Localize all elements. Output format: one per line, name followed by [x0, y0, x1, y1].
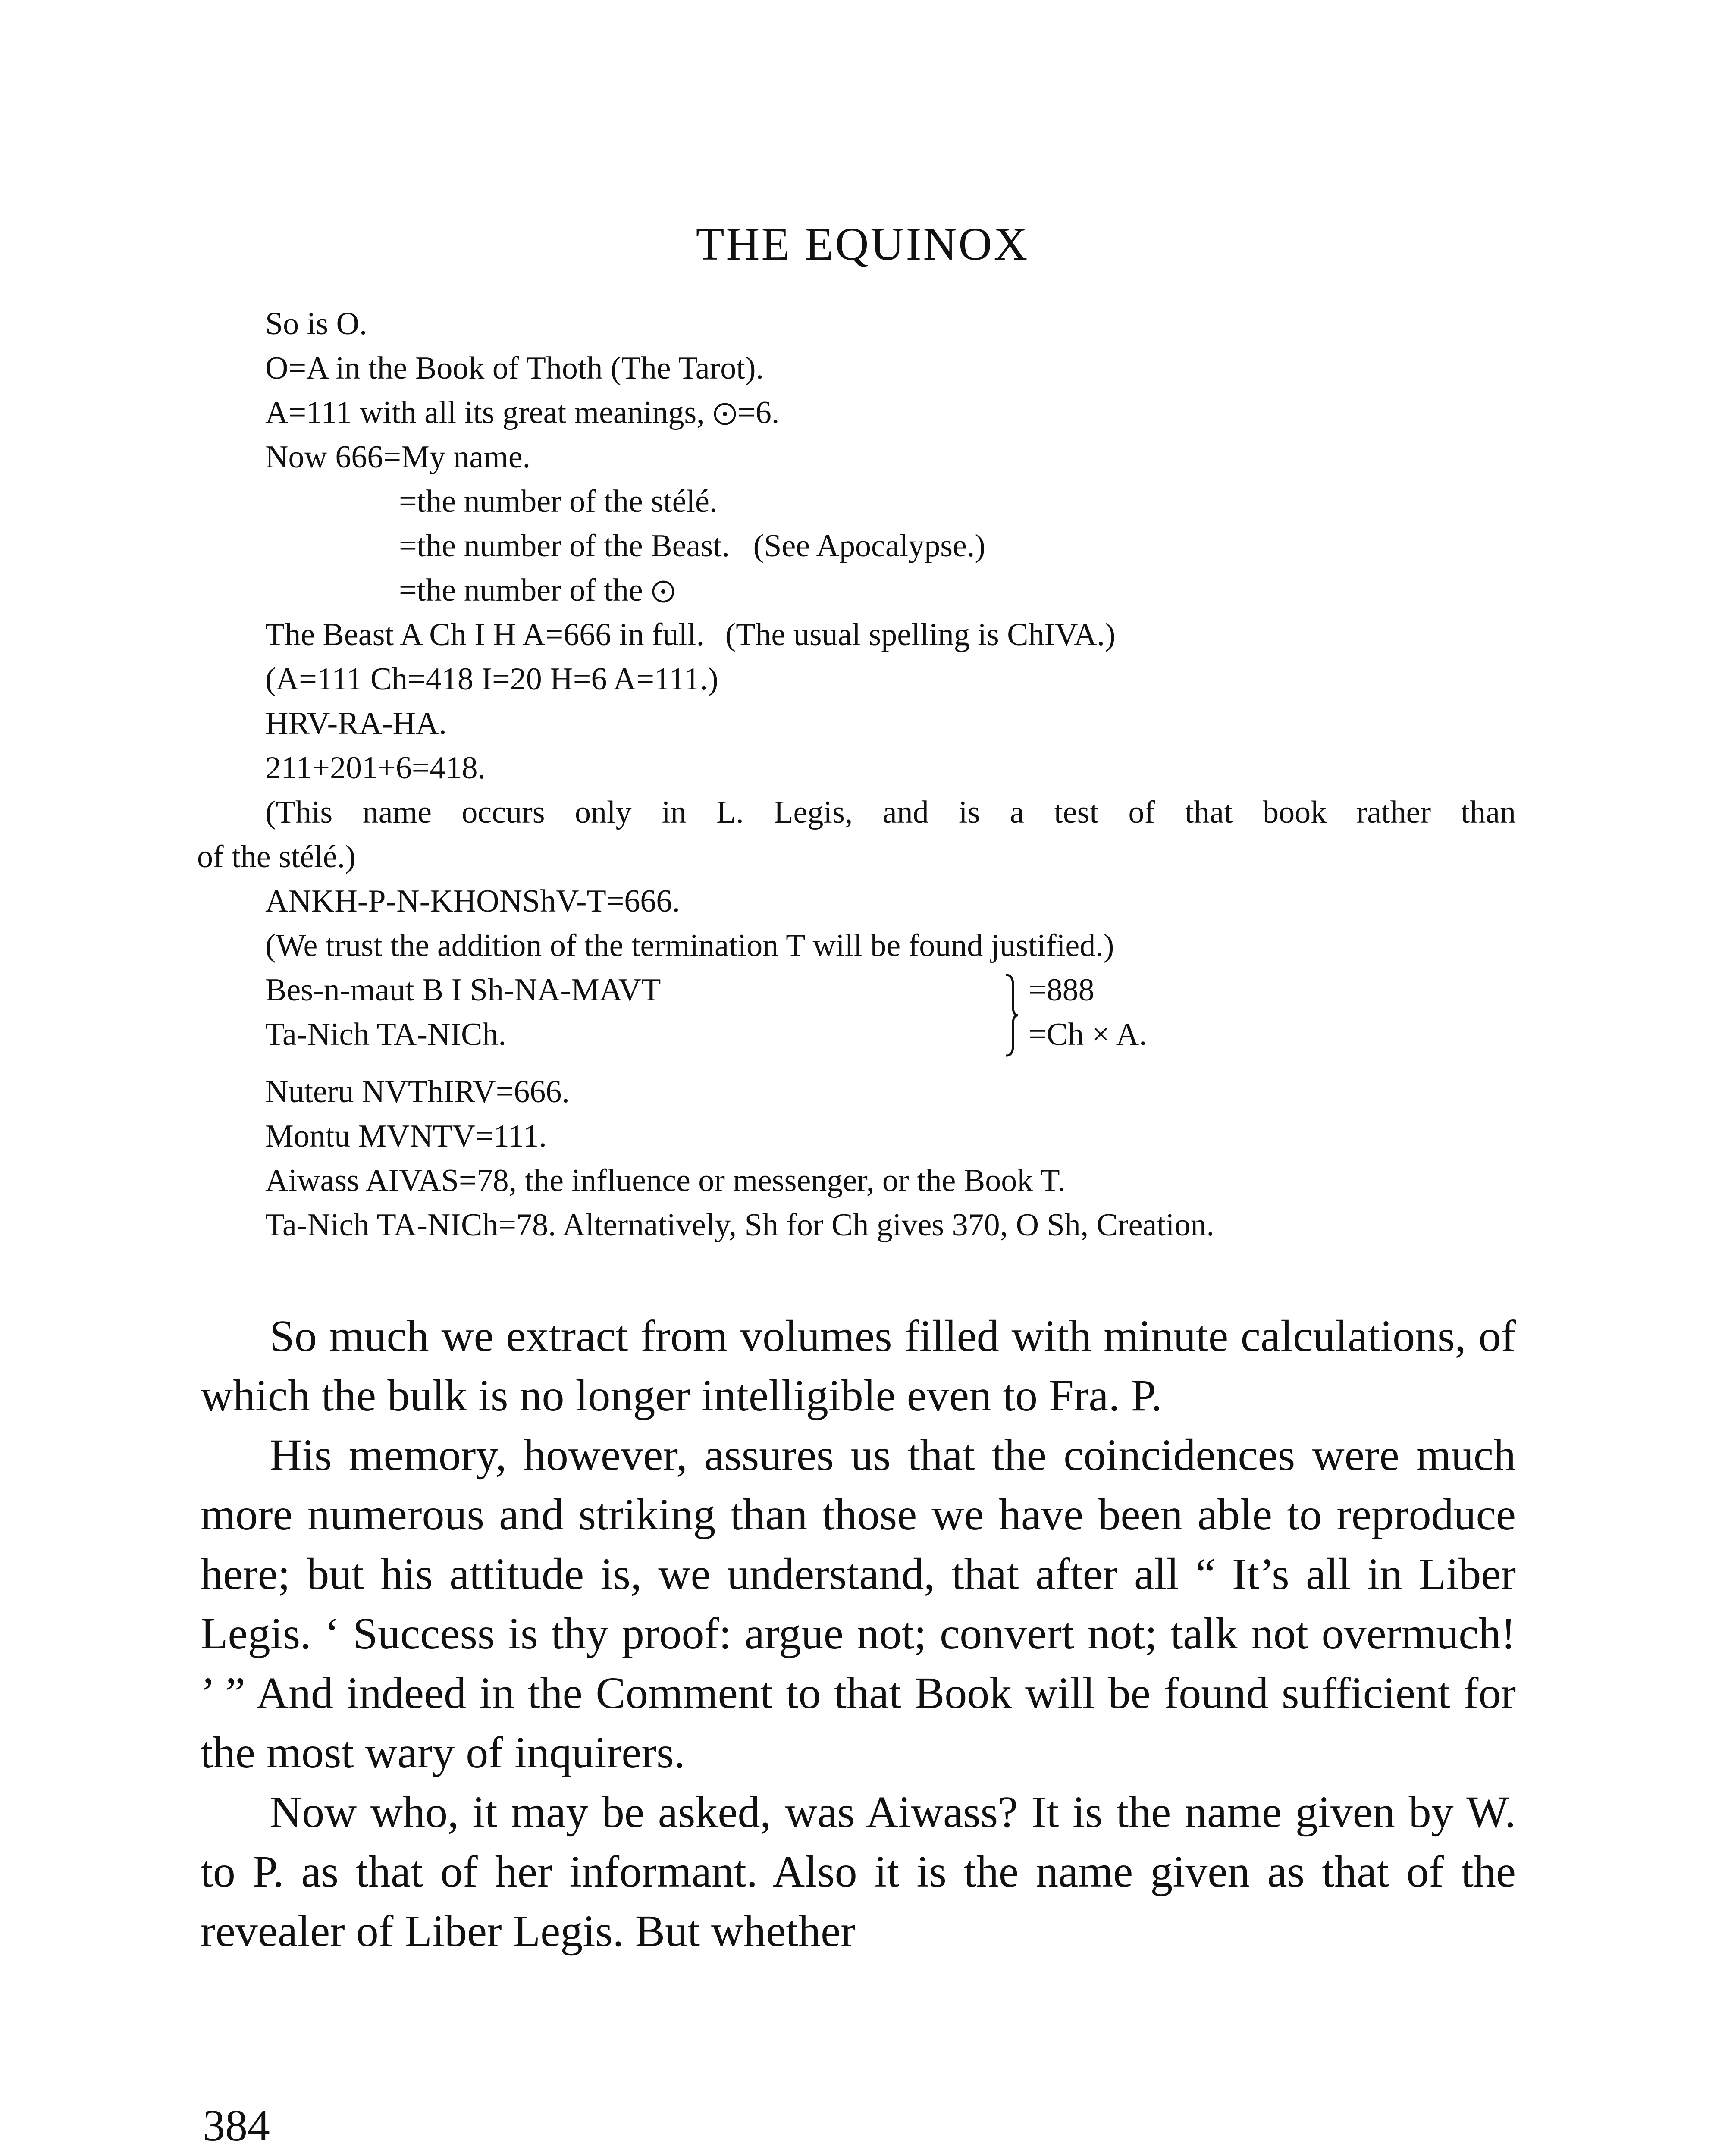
note-line: O=A in the Book of Thoth (The Tarot).	[265, 351, 764, 386]
note-line: =the number of the stélé.	[399, 484, 718, 519]
note-line: Nuteru NVThIRV=666.	[265, 1074, 570, 1109]
note-text: =6.	[737, 395, 780, 430]
note-text: =Ch × A.	[1029, 1017, 1147, 1052]
note-line: So is O.	[265, 306, 367, 342]
note-line: Now 666=My name.	[265, 439, 531, 475]
note-line	[201, 391, 1516, 435]
brace-group	[201, 968, 1516, 1057]
running-header: THE EQUINOX	[696, 219, 1029, 270]
calculation-notes	[197, 302, 1516, 1247]
note-line: Montu MVNTV=111.	[265, 1119, 547, 1154]
note-line: of the stélé.)	[197, 839, 356, 874]
body-text	[201, 1307, 1516, 1961]
note-text: (The usual spelling is ChIVA.)	[725, 617, 1116, 652]
curly-brace-icon	[1003, 973, 1020, 1057]
note-line: HRV-RA-HA.	[265, 706, 447, 741]
note-text: =the number of the	[399, 573, 643, 608]
note-line	[201, 568, 1516, 613]
note-line: (A=111 Ch=418 I=20 H=6 A=111.)	[265, 661, 718, 697]
note-line	[201, 524, 1516, 568]
note-text: =888	[1029, 972, 1095, 1008]
note-line: (We trust the addition of the termination T will be found justified.)	[265, 928, 1114, 963]
note-text: A=111 with all its great meanings,	[265, 395, 705, 430]
note-line: Ta-Nich TA-NICh=78. Alternatively, Sh for Ch gives 370, O Sh, Creation.	[265, 1207, 1214, 1243]
note-line: (This name occurs only in L. Legis, and is a test of that book rather than	[265, 795, 1516, 830]
note-text: =the number of the Beast.	[399, 528, 730, 564]
page-number: 384	[203, 2101, 270, 2150]
paragraph: His memory, however, assures us that the coincidences were much more numerous and striking than those we have been able to reproduce here; but his attitude is, we understand, that after all “ It’s all in Liber Legis. ‘ Success is thy proof: argue not; convert not; talk not overmuch! ’ ” And indeed in the Comment to that Book will be found sufficient for the most wary of inquirers.	[201, 1430, 1516, 1777]
note-line: 211+201+6=418.	[265, 750, 486, 786]
paragraph: Now who, it may be asked, was Aiwass? It is the name given by W. to P. as that of her informant. Also it is the name given as that of the revealer of Liber Legis. But whether	[201, 1787, 1516, 1956]
note-line	[201, 613, 1516, 657]
note-text: The Beast A Ch I H A=666 in full.	[265, 617, 705, 652]
note-line: Ta-Nich TA-NICh.	[265, 1017, 506, 1052]
note-line: Bes-n-maut B I Sh-NA-MAVT	[265, 972, 661, 1008]
paragraph: So much we extract from volumes filled with minute calculations, of which the bulk is no longer intelligible even to Fra. P.	[201, 1311, 1516, 1420]
note-line: Aiwass AIVAS=78, the influence or messenger, or the Book T.	[265, 1163, 1066, 1198]
note-line: ANKH-P-N-KHONShV-T=666.	[265, 884, 680, 919]
sun-symbol-icon	[651, 579, 676, 604]
note-text: (See Apocalypse.)	[753, 528, 986, 564]
sun-symbol-icon	[712, 401, 737, 426]
